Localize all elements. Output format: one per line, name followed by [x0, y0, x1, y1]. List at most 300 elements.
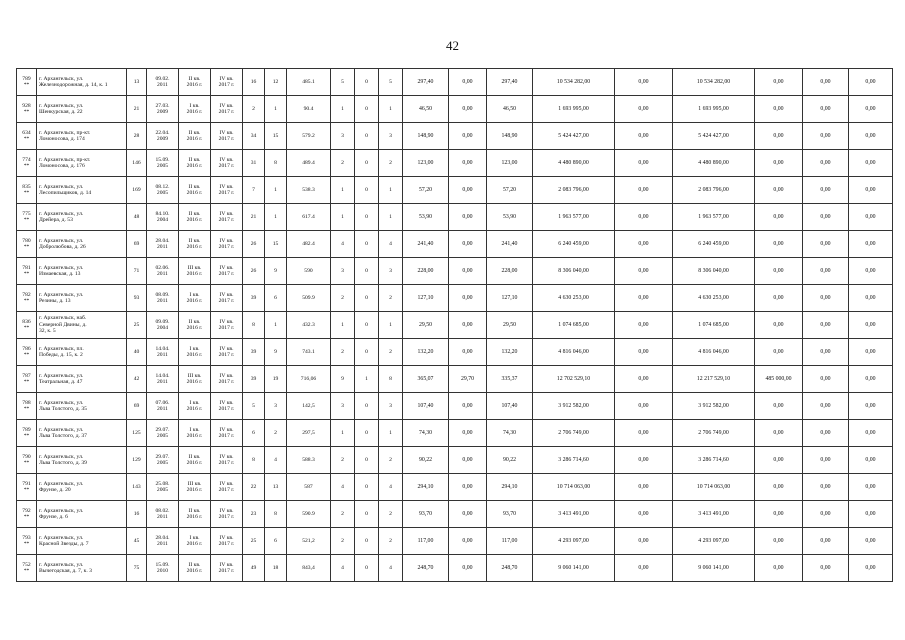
table-cell: 13	[265, 474, 287, 501]
table-cell: 39	[243, 366, 265, 393]
table-cell: 0,00	[449, 447, 487, 474]
table-cell: 590.9	[287, 501, 331, 528]
table-cell: 0,00	[449, 501, 487, 528]
table-row	[17, 258, 893, 285]
table-cell: 0,00	[615, 258, 673, 285]
table-cell: 590	[287, 258, 331, 285]
table-cell: 0	[355, 150, 379, 177]
table-cell: 0,00	[755, 393, 803, 420]
table-cell: 752 **	[17, 555, 37, 582]
table-cell: 25	[243, 528, 265, 555]
table-cell: 788 **	[17, 393, 37, 420]
table-cell: 335,37	[487, 366, 533, 393]
address-cell: г. Архангельск, наб. Северной Двины, д. 32, к. 5	[37, 312, 127, 339]
table-cell: 75	[127, 555, 147, 582]
table-cell: 0,00	[803, 258, 849, 285]
table-cell: 5 424 427,00	[533, 123, 615, 150]
table-cell: IV кв. 2017 г.	[211, 204, 243, 231]
table-cell: 0,00	[803, 285, 849, 312]
table-cell: I кв. 2016 г.	[179, 339, 211, 366]
address-cell: г. Архангельск, ул. Добролюбова, д. 26	[37, 231, 127, 258]
table-cell: 3	[265, 393, 287, 420]
table-cell: 0,00	[755, 312, 803, 339]
table-cell: 241,40	[487, 231, 533, 258]
table-cell: 743.1	[287, 339, 331, 366]
table-cell: 1	[265, 96, 287, 123]
table-cell: IV кв. 2017 г.	[211, 96, 243, 123]
table-cell: 26	[243, 231, 265, 258]
table-cell: 3 286 714,60	[533, 447, 615, 474]
table-cell: 617.4	[287, 204, 331, 231]
table-cell: 0	[355, 258, 379, 285]
table-cell: 21	[127, 96, 147, 123]
address-cell: г. Архангельск, пл. Победы, д. 15, к. 2	[37, 339, 127, 366]
table-cell: 4	[331, 555, 355, 582]
table-cell: 3	[331, 258, 355, 285]
table-cell: 0,00	[449, 96, 487, 123]
table-cell: I кв. 2016 г.	[179, 393, 211, 420]
table-cell: 3 286 714,60	[673, 447, 755, 474]
table-cell: 93	[127, 285, 147, 312]
table-cell: 0,00	[615, 231, 673, 258]
table-row	[17, 528, 893, 555]
table-cell: 3 912 582,00	[673, 393, 755, 420]
page-number: 42	[446, 38, 459, 53]
table-cell: 0,00	[803, 447, 849, 474]
table-cell: 0	[355, 69, 379, 96]
table-row	[17, 366, 893, 393]
table-cell: 117,00	[403, 528, 449, 555]
address-cell: г. Архангельск, ул. Лесопильщиков, д. 14	[37, 177, 127, 204]
table-cell: 1 963 577,00	[533, 204, 615, 231]
table-cell: 297,40	[487, 69, 533, 96]
table-cell: 0,00	[615, 528, 673, 555]
table-cell: 4	[265, 447, 287, 474]
table-cell: 0,00	[849, 96, 893, 123]
table-cell: 248,70	[403, 555, 449, 582]
table-cell: IV кв. 2017 г.	[211, 420, 243, 447]
table-cell: 1	[379, 312, 403, 339]
table-cell: 53,90	[487, 204, 533, 231]
address-cell: г. Архангельск, пр-кт. Ломоносова, д. 174	[37, 123, 127, 150]
table-cell: 13	[127, 69, 147, 96]
table-cell: 787 **	[17, 366, 37, 393]
table-cell: 84.10. 2004	[147, 204, 179, 231]
table-cell: 5	[379, 69, 403, 96]
table-cell: 0,00	[615, 393, 673, 420]
table-cell: 0,00	[849, 204, 893, 231]
table-cell: II кв. 2016 г.	[179, 555, 211, 582]
table-cell: II кв. 2016 г.	[179, 501, 211, 528]
table-cell: III кв. 2016 г.	[179, 474, 211, 501]
table-cell: 148,90	[403, 123, 449, 150]
table-cell: 22.04. 2009	[147, 123, 179, 150]
table-cell: 0	[355, 339, 379, 366]
table-cell: 0,00	[449, 528, 487, 555]
table-cell: 93,70	[403, 501, 449, 528]
table-cell: 0,00	[449, 231, 487, 258]
table-cell: 0,00	[449, 555, 487, 582]
table-cell: 843,4	[287, 555, 331, 582]
table-cell: 8 306 040,00	[533, 258, 615, 285]
table-cell: 3	[379, 258, 403, 285]
table-cell: 0,00	[449, 285, 487, 312]
table-cell: 6 240 459,00	[673, 231, 755, 258]
table-cell: 1	[355, 366, 379, 393]
table-cell: 4	[331, 231, 355, 258]
table-cell: IV кв. 2017 г.	[211, 312, 243, 339]
table-cell: 1	[265, 177, 287, 204]
table-cell: 0,00	[803, 177, 849, 204]
table-cell: 0,00	[803, 96, 849, 123]
table-cell: 0,00	[755, 528, 803, 555]
address-cell: г. Архангельск, ул. Льва Толстого, д. 37	[37, 420, 127, 447]
table-cell: 49	[243, 555, 265, 582]
table-cell: 29,50	[487, 312, 533, 339]
table-cell: 107,40	[487, 393, 533, 420]
table-cell: 587	[287, 474, 331, 501]
table-cell: 8 306 040,00	[673, 258, 755, 285]
table-cell: 143	[127, 474, 147, 501]
table-cell: 0,00	[615, 474, 673, 501]
table-cell: 132,20	[403, 339, 449, 366]
table-cell: 19	[265, 366, 287, 393]
table-cell: 16	[127, 501, 147, 528]
table-cell: 0,00	[755, 501, 803, 528]
table-cell: 2 706 749,00	[673, 420, 755, 447]
table-row	[17, 177, 893, 204]
table-cell: 1	[331, 420, 355, 447]
table-cell: 90,22	[403, 447, 449, 474]
table-row	[17, 474, 893, 501]
address-cell: г. Архангельск, ул. Вычегодская, д. 7, к. 3	[37, 555, 127, 582]
table-cell: 23	[243, 501, 265, 528]
table-cell: 485.1	[287, 69, 331, 96]
table-cell: 1	[379, 420, 403, 447]
table-cell: 25.08. 2005	[147, 474, 179, 501]
table-cell: 0,00	[849, 393, 893, 420]
table-cell: 29.07. 2005	[147, 420, 179, 447]
table-cell: 2	[331, 528, 355, 555]
address-cell: г. Архангельск, ул. Красной Звезды, д. 7	[37, 528, 127, 555]
table-cell: 786 **	[17, 339, 37, 366]
table-cell: 15.09. 2010	[147, 555, 179, 582]
table-cell: 6	[243, 420, 265, 447]
table-row	[17, 150, 893, 177]
address-cell: г. Архангельск, ул. Дрейера, д. 53	[37, 204, 127, 231]
table-cell: 579.2	[287, 123, 331, 150]
table-cell: 0,00	[615, 177, 673, 204]
address-cell: г. Архангельск, ул. Шенкурская, д. 22	[37, 96, 127, 123]
address-cell: г. Архангельск, ул. Театральная, д. 47	[37, 366, 127, 393]
table-cell: 39	[243, 285, 265, 312]
table-cell: II кв. 2016 г.	[179, 150, 211, 177]
table-cell: IV кв. 2017 г.	[211, 285, 243, 312]
table-cell: 485 000,00	[755, 366, 803, 393]
table-cell: 1	[265, 312, 287, 339]
table-cell: 148,90	[487, 123, 533, 150]
table-cell: 780 **	[17, 231, 37, 258]
table-cell: 69	[127, 393, 147, 420]
table-cell: IV кв. 2017 г.	[211, 447, 243, 474]
table-cell: 0,00	[755, 96, 803, 123]
table-cell: 08.09. 2011	[147, 285, 179, 312]
table-cell: 0	[355, 501, 379, 528]
table-cell: 169	[127, 177, 147, 204]
table-cell: 2	[379, 285, 403, 312]
address-cell: г. Архангельск, пр-кт. Ломоносова, д. 176	[37, 150, 127, 177]
table-cell: 0,00	[615, 447, 673, 474]
table-cell: 0,00	[449, 123, 487, 150]
table-cell: IV кв. 2017 г.	[211, 150, 243, 177]
table-cell: 782 **	[17, 285, 37, 312]
table-cell: 2	[379, 447, 403, 474]
table-cell: 12 217 529,10	[673, 366, 755, 393]
table-cell: 53,90	[403, 204, 449, 231]
table-cell: 0,00	[615, 285, 673, 312]
table-cell: 15.09. 2005	[147, 150, 179, 177]
table-cell: 5	[331, 69, 355, 96]
table-cell: IV кв. 2017 г.	[211, 555, 243, 582]
table-cell: 0,00	[755, 339, 803, 366]
table-cell: 16	[243, 69, 265, 96]
table-cell: 10 714 063,00	[673, 474, 755, 501]
table-cell: 0	[355, 447, 379, 474]
table-cell: 241,40	[403, 231, 449, 258]
table-cell: 8	[265, 501, 287, 528]
table-row	[17, 339, 893, 366]
table-cell: 0,00	[849, 258, 893, 285]
table-cell: 10 714 063,00	[533, 474, 615, 501]
table-cell: 0	[355, 528, 379, 555]
table-cell: 0,00	[803, 231, 849, 258]
table-cell: 3 413 491,00	[673, 501, 755, 528]
table-cell: I кв. 2016 г.	[179, 285, 211, 312]
table-cell: 0,00	[803, 393, 849, 420]
table-cell: 0,00	[803, 420, 849, 447]
table-cell: 0,00	[449, 393, 487, 420]
table-cell: 1 074 685,00	[673, 312, 755, 339]
table-cell: 0,00	[849, 528, 893, 555]
table-cell: 8	[243, 312, 265, 339]
table-cell: 538.3	[287, 177, 331, 204]
table-cell: 248,70	[487, 555, 533, 582]
table-cell: 0,00	[803, 474, 849, 501]
table-cell: I кв. 2016 г.	[179, 96, 211, 123]
table-cell: 29,70	[449, 366, 487, 393]
table-cell: 0,00	[755, 285, 803, 312]
apartment-resettlement-table	[16, 68, 893, 582]
table-cell: 12 702 529,10	[533, 366, 615, 393]
table-cell: 15	[265, 231, 287, 258]
table-cell: 0,00	[803, 150, 849, 177]
table-cell: 0,00	[755, 474, 803, 501]
table-cell: 2	[379, 501, 403, 528]
table-cell: 781 **	[17, 258, 37, 285]
table-cell: 1	[379, 96, 403, 123]
table-cell: 0,00	[449, 150, 487, 177]
table-cell: 716,06	[287, 366, 331, 393]
table-cell: 8	[379, 366, 403, 393]
table-cell: 34	[243, 123, 265, 150]
table-cell: 15	[265, 123, 287, 150]
table-cell: 0,00	[849, 177, 893, 204]
table-cell: 142,5	[287, 393, 331, 420]
table-cell: II кв. 2016 г.	[179, 177, 211, 204]
table-cell: 588.3	[287, 447, 331, 474]
table-cell: 3	[379, 123, 403, 150]
table-cell: 297,40	[403, 69, 449, 96]
table-cell: 28	[127, 123, 147, 150]
table-row	[17, 555, 893, 582]
address-cell: г. Архангельск, ул. Льва Толстого, д. 35	[37, 393, 127, 420]
table-cell: 6	[265, 528, 287, 555]
table-cell: 132,20	[487, 339, 533, 366]
table-cell: 0	[355, 204, 379, 231]
table-cell: 0,00	[755, 204, 803, 231]
table-cell: 482.4	[287, 231, 331, 258]
table-cell: IV кв. 2017 г.	[211, 474, 243, 501]
table-cell: 28.04. 2011	[147, 231, 179, 258]
table-cell: 0	[355, 420, 379, 447]
table-row	[17, 204, 893, 231]
table-cell: 0,00	[449, 312, 487, 339]
table-cell: 127,10	[487, 285, 533, 312]
table-cell: II кв. 2016 г.	[179, 312, 211, 339]
address-cell: г. Архангельск, ул. Железнодорожная, д. 14, к. 1	[37, 69, 127, 96]
table-cell: 29.07. 2005	[147, 447, 179, 474]
table-cell: 18	[265, 555, 287, 582]
table-cell: 521,2	[287, 528, 331, 555]
table-cell: 90,22	[487, 447, 533, 474]
table-cell: 146	[127, 150, 147, 177]
table-cell: 0,00	[803, 123, 849, 150]
table-cell: 9	[265, 258, 287, 285]
address-cell: г. Архангельск, ул. Льва Толстого, д. 39	[37, 447, 127, 474]
table-cell: 7	[243, 177, 265, 204]
table-cell: 0,00	[755, 69, 803, 96]
table-cell: 40	[127, 339, 147, 366]
table-cell: 0,00	[449, 177, 487, 204]
table-cell: 509.9	[287, 285, 331, 312]
table-cell: II кв. 2016 г.	[179, 447, 211, 474]
table-cell: 789 **	[17, 69, 37, 96]
table-cell: 0,00	[615, 69, 673, 96]
table-cell: I кв. 2016 г.	[179, 420, 211, 447]
table-cell: 9 060 141,00	[673, 555, 755, 582]
table-cell: 0,00	[803, 528, 849, 555]
table-cell: 1	[331, 312, 355, 339]
table-cell: 0,00	[755, 123, 803, 150]
table-cell: 22	[243, 474, 265, 501]
table-cell: 129	[127, 447, 147, 474]
table-cell: 0,00	[615, 339, 673, 366]
table-cell: 12	[265, 69, 287, 96]
table-cell: 125	[127, 420, 147, 447]
table-cell: 2 706 749,00	[533, 420, 615, 447]
table-cell: 08.12. 2005	[147, 177, 179, 204]
table-cell: 0,00	[449, 204, 487, 231]
table-cell: 4	[331, 474, 355, 501]
table-cell: 1 693 995,00	[673, 96, 755, 123]
table-cell: 31	[243, 150, 265, 177]
table-cell: 0,00	[803, 204, 849, 231]
table-cell: 57,20	[403, 177, 449, 204]
table-cell: III кв. 2016 г.	[179, 258, 211, 285]
table-cell: 0,00	[755, 258, 803, 285]
table-cell: II кв. 2016 г.	[179, 69, 211, 96]
table-cell: 0,00	[849, 366, 893, 393]
table-cell: 9	[331, 366, 355, 393]
table-cell: 90.4	[287, 96, 331, 123]
table-cell: 4 630 253,00	[533, 285, 615, 312]
table-cell: IV кв. 2017 г.	[211, 258, 243, 285]
table-cell: 0	[355, 474, 379, 501]
table-cell: 0,00	[849, 339, 893, 366]
table-row	[17, 501, 893, 528]
table-cell: 0,00	[615, 123, 673, 150]
table-cell: 0,00	[803, 366, 849, 393]
table-cell: 74,30	[403, 420, 449, 447]
table-row	[17, 96, 893, 123]
table-cell: 297,5	[287, 420, 331, 447]
table-cell: 0,00	[849, 285, 893, 312]
table-cell: 0	[355, 312, 379, 339]
table-cell: 835 **	[17, 177, 37, 204]
table-cell: 0,00	[615, 150, 673, 177]
table-row	[17, 312, 893, 339]
table-cell: 1 963 577,00	[673, 204, 755, 231]
table-cell: 0,00	[449, 258, 487, 285]
table-cell: 0	[355, 393, 379, 420]
table-cell: 0	[355, 231, 379, 258]
table-cell: 0,00	[755, 177, 803, 204]
table-cell: II кв. 2016 г.	[179, 123, 211, 150]
table-cell: 294,10	[487, 474, 533, 501]
table-cell: 0	[355, 96, 379, 123]
table-cell: 0,00	[449, 474, 487, 501]
table-cell: 1	[379, 204, 403, 231]
table-cell: 4 480 890,00	[533, 150, 615, 177]
address-cell: г. Архангельск, ул. Резины, д. 13	[37, 285, 127, 312]
table-cell: 0,00	[755, 420, 803, 447]
table-cell: 0,00	[849, 555, 893, 582]
table-cell: IV кв. 2017 г.	[211, 366, 243, 393]
table-cell: IV кв. 2017 г.	[211, 177, 243, 204]
table-cell: 93,70	[487, 501, 533, 528]
table-cell: 45	[127, 528, 147, 555]
table-cell: 27.03. 2009	[147, 96, 179, 123]
table-cell: 791 **	[17, 474, 37, 501]
table-cell: 0,00	[755, 231, 803, 258]
table-body	[17, 69, 893, 582]
table-cell: 07.06. 2011	[147, 393, 179, 420]
table-cell: 09.02. 2011	[147, 69, 179, 96]
table-cell: 4 293 097,00	[533, 528, 615, 555]
table-cell: 789 **	[17, 420, 37, 447]
table-cell: IV кв. 2017 г.	[211, 501, 243, 528]
table-cell: 57,20	[487, 177, 533, 204]
table-cell: 39	[243, 339, 265, 366]
table-cell: 127,10	[403, 285, 449, 312]
table-cell: 107,40	[403, 393, 449, 420]
table-cell: 46,50	[403, 96, 449, 123]
table-cell: 4	[379, 555, 403, 582]
table-row	[17, 393, 893, 420]
table-cell: 2 083 796,00	[533, 177, 615, 204]
table-cell: 228,00	[487, 258, 533, 285]
table-cell: 4 480 890,00	[673, 150, 755, 177]
